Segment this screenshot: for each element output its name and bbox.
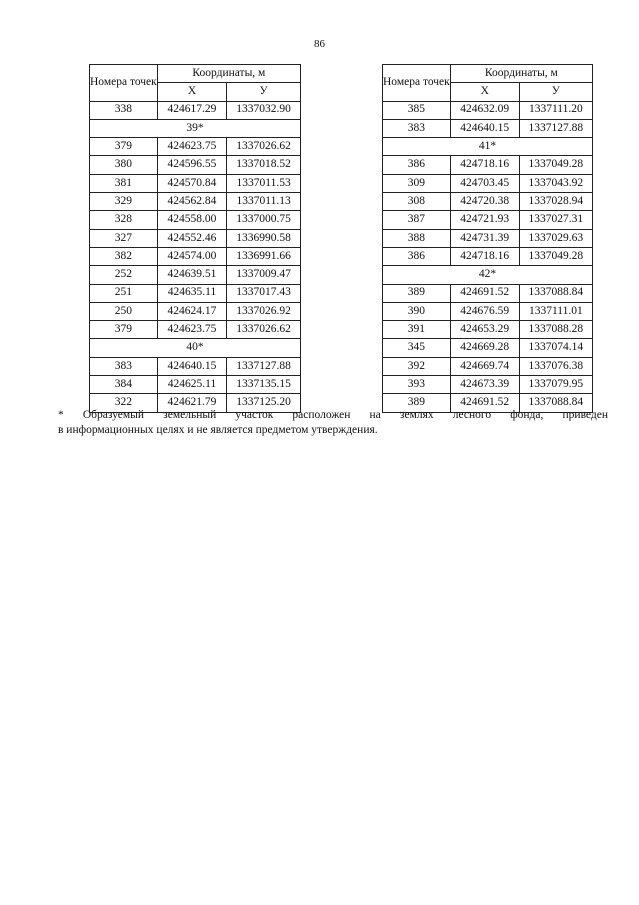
point-number-cell: 252 bbox=[90, 266, 158, 284]
point-number-cell: 391 bbox=[383, 321, 451, 339]
table-row bbox=[90, 376, 301, 394]
x-coordinate-cell: 424596.55 bbox=[157, 156, 226, 174]
y-coordinate-cell: 1336991.66 bbox=[227, 247, 301, 265]
point-number-cell: 384 bbox=[90, 376, 158, 394]
y-coordinate-cell: 1337111.01 bbox=[519, 302, 592, 320]
x-coordinate-cell: 424640.15 bbox=[157, 357, 226, 375]
x-coordinate-cell: 424621.79 bbox=[157, 394, 226, 412]
x-coordinate-cell: 424720.38 bbox=[450, 193, 519, 211]
point-number-cell: 393 bbox=[383, 376, 451, 394]
point-number-cell: 250 bbox=[90, 302, 158, 320]
table-row bbox=[383, 357, 593, 375]
x-coordinate-cell: 424623.75 bbox=[157, 138, 226, 156]
table-row bbox=[90, 138, 301, 156]
table-row bbox=[90, 193, 301, 211]
table-row bbox=[90, 302, 301, 320]
table-row bbox=[90, 266, 301, 284]
x-coordinate-cell: 424625.11 bbox=[157, 376, 226, 394]
page-number: 86 bbox=[314, 38, 325, 50]
x-coordinate-cell: 424562.84 bbox=[157, 193, 226, 211]
point-number-cell: 392 bbox=[383, 357, 451, 375]
y-coordinate-cell: 1337000.75 bbox=[227, 211, 301, 229]
x-coordinate-cell: 424552.46 bbox=[157, 229, 226, 247]
y-coordinate-cell: 1337049.28 bbox=[519, 156, 592, 174]
point-number-cell: 387 bbox=[383, 211, 451, 229]
footnote-line-1: * Образуемый земельный участок расположен на землях лесного фонда, приведен bbox=[58, 409, 608, 421]
y-coordinate-cell: 1337079.95 bbox=[519, 376, 592, 394]
table-row bbox=[383, 156, 593, 174]
point-number-cell: 309 bbox=[383, 174, 451, 192]
point-number-cell: 251 bbox=[90, 284, 158, 302]
point-number-cell: 385 bbox=[383, 101, 451, 119]
x-coordinate-cell: 424669.74 bbox=[450, 357, 519, 375]
x-coordinate-cell: 424632.09 bbox=[450, 101, 519, 119]
point-number-cell: 383 bbox=[383, 119, 451, 137]
y-coordinate-cell: 1337088.28 bbox=[519, 321, 592, 339]
x-coordinate-cell: 424669.28 bbox=[450, 339, 519, 357]
y-header: У bbox=[519, 83, 592, 101]
x-coordinate-cell: 424640.15 bbox=[450, 119, 519, 137]
table-row bbox=[90, 211, 301, 229]
point-number-cell: 386 bbox=[383, 156, 451, 174]
x-coordinate-cell: 424624.17 bbox=[157, 302, 226, 320]
point-number-cell: 389 bbox=[383, 394, 451, 412]
section-label: 40* bbox=[90, 339, 301, 357]
y-coordinate-cell: 1337043.92 bbox=[519, 174, 592, 192]
point-number-cell: 390 bbox=[383, 302, 451, 320]
point-number-cell: 379 bbox=[90, 138, 158, 156]
table-row bbox=[90, 174, 301, 192]
point-number-cell: 389 bbox=[383, 284, 451, 302]
y-coordinate-cell: 1337074.14 bbox=[519, 339, 592, 357]
point-number-cell: 338 bbox=[90, 101, 158, 119]
x-coordinate-cell: 424673.39 bbox=[450, 376, 519, 394]
y-coordinate-cell: 1337029.63 bbox=[519, 229, 592, 247]
table-row bbox=[383, 339, 593, 357]
point-number-cell: 308 bbox=[383, 193, 451, 211]
section-label: 39* bbox=[90, 119, 301, 137]
section-row bbox=[383, 138, 593, 156]
section-row bbox=[383, 266, 593, 284]
y-coordinate-cell: 1337032.90 bbox=[227, 101, 301, 119]
x-coordinate-cell: 424558.00 bbox=[157, 211, 226, 229]
table-row bbox=[383, 211, 593, 229]
y-coordinate-cell: 1337076.38 bbox=[519, 357, 592, 375]
point-number-cell: 327 bbox=[90, 229, 158, 247]
table-row bbox=[90, 101, 301, 119]
x-coordinate-cell: 424691.52 bbox=[450, 394, 519, 412]
y-coordinate-cell: 1337026.62 bbox=[227, 138, 301, 156]
table-row bbox=[383, 101, 593, 119]
table-row bbox=[90, 321, 301, 339]
y-coordinate-cell: 1337088.84 bbox=[519, 394, 592, 412]
y-coordinate-cell: 1337017.43 bbox=[227, 284, 301, 302]
y-coordinate-cell: 1337111.20 bbox=[519, 101, 592, 119]
y-coordinate-cell: 1337088.84 bbox=[519, 284, 592, 302]
y-coordinate-cell: 1337127.88 bbox=[519, 119, 592, 137]
x-coordinate-cell: 424718.16 bbox=[450, 247, 519, 265]
section-row bbox=[90, 339, 301, 357]
x-coordinate-cell: 424623.75 bbox=[157, 321, 226, 339]
y-header: У bbox=[227, 83, 301, 101]
point-number-cell: 329 bbox=[90, 193, 158, 211]
point-number-cell: 328 bbox=[90, 211, 158, 229]
coordinates-header: Координаты, м bbox=[450, 65, 592, 83]
section-row bbox=[90, 119, 301, 137]
table-row bbox=[90, 357, 301, 375]
point-number-cell: 322 bbox=[90, 394, 158, 412]
table-row bbox=[90, 247, 301, 265]
y-coordinate-cell: 1337135.15 bbox=[227, 376, 301, 394]
x-coordinate-cell: 424617.29 bbox=[157, 101, 226, 119]
x-coordinate-cell: 424691.52 bbox=[450, 284, 519, 302]
footnote-line-2: в информационных целях и не является предметом утверждения. bbox=[58, 423, 378, 436]
y-coordinate-cell: 1337026.62 bbox=[227, 321, 301, 339]
y-coordinate-cell: 1337018.52 bbox=[227, 156, 301, 174]
table-row bbox=[90, 229, 301, 247]
point-number-cell: 382 bbox=[90, 247, 158, 265]
y-coordinate-cell: 1337049.28 bbox=[519, 247, 592, 265]
x-coordinate-cell: 424653.29 bbox=[450, 321, 519, 339]
points-header: Номера точек bbox=[383, 65, 451, 102]
y-coordinate-cell: 1337028.94 bbox=[519, 193, 592, 211]
section-label: 41* bbox=[383, 138, 593, 156]
table-row bbox=[383, 247, 593, 265]
x-coordinate-cell: 424635.11 bbox=[157, 284, 226, 302]
x-coordinate-cell: 424718.16 bbox=[450, 156, 519, 174]
point-number-cell: 388 bbox=[383, 229, 451, 247]
table-row bbox=[383, 119, 593, 137]
x-coordinate-cell: 424721.93 bbox=[450, 211, 519, 229]
point-number-cell: 386 bbox=[383, 247, 451, 265]
y-coordinate-cell: 1337125.20 bbox=[227, 394, 301, 412]
section-label: 42* bbox=[383, 266, 593, 284]
footnote bbox=[58, 408, 608, 437]
table-body bbox=[383, 65, 593, 413]
y-coordinate-cell: 1336990.58 bbox=[227, 229, 301, 247]
y-coordinate-cell: 1337026.92 bbox=[227, 302, 301, 320]
x-header: X bbox=[450, 83, 519, 101]
point-number-cell: 345 bbox=[383, 339, 451, 357]
points-header: Номера точек bbox=[90, 65, 158, 102]
y-coordinate-cell: 1337009.47 bbox=[227, 266, 301, 284]
table-row bbox=[383, 376, 593, 394]
point-number-cell: 379 bbox=[90, 321, 158, 339]
table-row bbox=[90, 156, 301, 174]
table-row bbox=[383, 302, 593, 320]
y-coordinate-cell: 1337127.88 bbox=[227, 357, 301, 375]
point-number-cell: 381 bbox=[90, 174, 158, 192]
table-row bbox=[90, 284, 301, 302]
y-coordinate-cell: 1337011.13 bbox=[227, 193, 301, 211]
x-coordinate-cell: 424676.59 bbox=[450, 302, 519, 320]
x-coordinate-cell: 424639.51 bbox=[157, 266, 226, 284]
x-coordinate-cell: 424570.84 bbox=[157, 174, 226, 192]
header-row bbox=[90, 65, 301, 83]
coordinates-table-left bbox=[89, 64, 301, 413]
x-coordinate-cell: 424703.45 bbox=[450, 174, 519, 192]
table-row bbox=[383, 229, 593, 247]
x-coordinate-cell: 424574.00 bbox=[157, 247, 226, 265]
header-row bbox=[383, 65, 593, 83]
point-number-cell: 380 bbox=[90, 156, 158, 174]
table-body bbox=[90, 65, 301, 413]
table-row bbox=[383, 174, 593, 192]
x-coordinate-cell: 424731.39 bbox=[450, 229, 519, 247]
table-row bbox=[383, 321, 593, 339]
table-row bbox=[383, 284, 593, 302]
table-row bbox=[383, 193, 593, 211]
y-coordinate-cell: 1337027.31 bbox=[519, 211, 592, 229]
coordinates-header: Координаты, м bbox=[157, 65, 300, 83]
y-coordinate-cell: 1337011.53 bbox=[227, 174, 301, 192]
coordinates-table-right bbox=[382, 64, 593, 413]
point-number-cell: 383 bbox=[90, 357, 158, 375]
x-header: X bbox=[157, 83, 226, 101]
